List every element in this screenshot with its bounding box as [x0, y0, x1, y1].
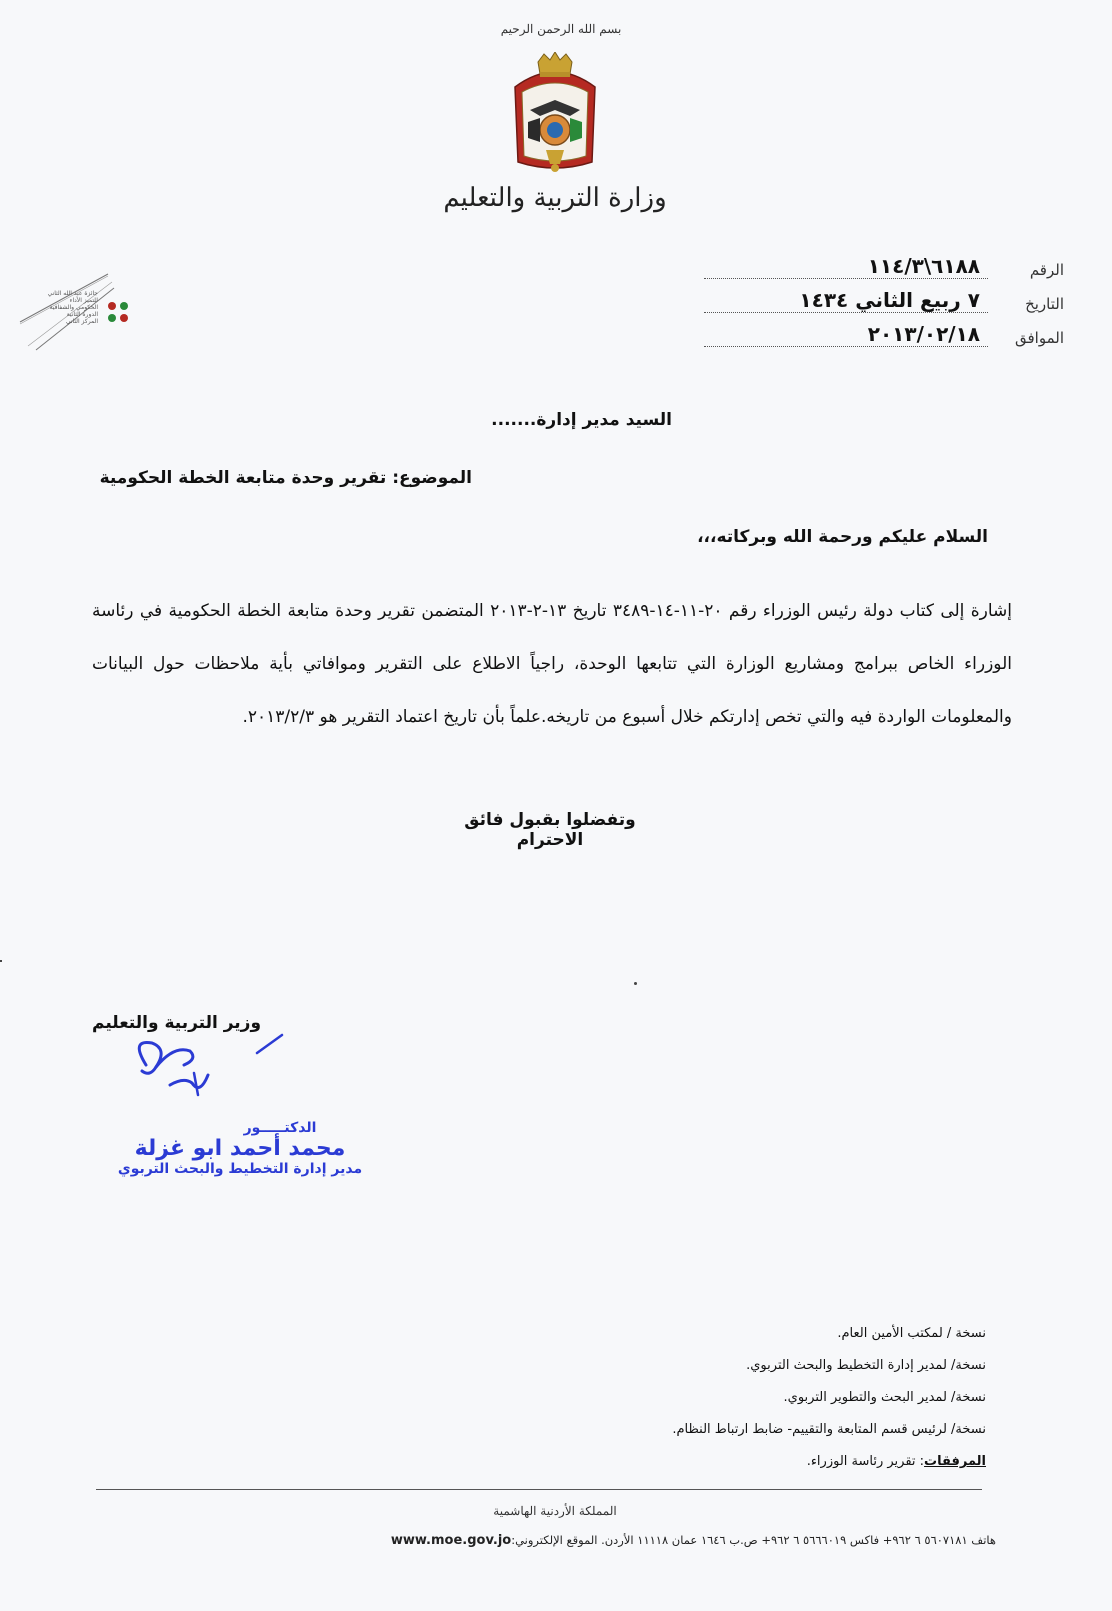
reference-date-label: التاريخ: [1025, 295, 1064, 313]
copy-line: نسخة/ لمدير البحث والتطوير التربوي.: [783, 1390, 986, 1405]
closing: وتفضلوا بقبول فائق الاحترام: [464, 810, 636, 850]
stamp-title: الدكتـــــور: [243, 1120, 317, 1136]
footer-divider: [96, 1489, 982, 1490]
subject-line: الموضوع: تقرير وحدة متابعة الخطة الحكومية: [99, 468, 472, 488]
footer-kingdom: المملكة الأردنية الهاشمية: [493, 1504, 617, 1518]
reference-number-value: ٦١٨٨\١١٤/٣: [704, 254, 988, 279]
copy-line: نسخة/ لمدير إدارة التخطيط والبحث التربوي.: [746, 1358, 986, 1373]
footer-contact: [196, 1533, 996, 1548]
greeting: السلام عليكم ورحمة الله وبركاته،،،: [697, 527, 988, 547]
reference-corresponding-label: الموافق: [1014, 329, 1064, 347]
award-logo-text: [46, 290, 98, 325]
attachments-text: : تقرير رئاسة الوزراء.: [806, 1454, 925, 1469]
basmala: بسم الله الرحمن الرحيم: [500, 22, 622, 36]
attachments-line: [226, 1446, 986, 1478]
award-logo-line: للتميز الأداء الحكومي والشفافية: [49, 297, 98, 311]
reference-corresponding-value: ٢٠١٣/٠٢/١٨: [704, 322, 988, 347]
scan-speck: [634, 982, 637, 985]
copies-list: [226, 1318, 986, 1478]
stamp-name: محمد أحمد ابو غزلة: [134, 1136, 346, 1161]
award-logo-line: جائزة عبد الله الثاني: [47, 290, 98, 297]
reference-number-label: الرقم: [1029, 261, 1064, 279]
addressee: السيد مدير إدارة.......: [491, 410, 672, 430]
award-logo: [16, 272, 134, 352]
attachments-label: المرفقات: [924, 1454, 986, 1469]
footer-website-link[interactable]: www.moe.gov.jo: [390, 1533, 512, 1548]
copy-line: نسخة / لمكتب الأمين العام.: [837, 1326, 986, 1341]
scan-speck: [0, 960, 2, 962]
award-logo-line: الدورة الثانية: [66, 311, 98, 318]
reference-corresponding-row: [704, 322, 1064, 347]
stamp-position: مدير إدارة التخطيط والبحث التربوي: [117, 1161, 363, 1177]
ministry-name: وزارة التربية والتعليم: [443, 183, 667, 213]
reference-date-value: ٧ ربيع الثاني ١٤٣٤: [704, 288, 988, 313]
reference-date-row: [704, 288, 1064, 313]
handwritten-signature-icon: [112, 1025, 292, 1100]
copy-line: نسخة/ لرئيس قسم المتابعة والتقييم- ضابط ارتباط النظام.: [672, 1422, 986, 1437]
official-stamp: [90, 1120, 390, 1177]
coat-of-arms-icon: [500, 52, 610, 177]
reference-number-row: [704, 254, 1064, 279]
footer-contact-text: هاتف ٥٦٠٧١٨١ ٦ ٩٦٢+ فاكس ٥٦٦٦٠١٩ ٦ ٩٦٢+ ص.ب ١٦٤٦ عمان ١١١١٨ الأردن. الموقع الإلكتروني:: [511, 1533, 996, 1547]
signatory-title: وزير التربية والتعليم: [92, 1013, 262, 1033]
letter-body: إشارة إلى كتاب دولة رئيس الوزراء رقم ٢٠-١١-١٤-٣٤٨٩ تاريخ ١٣-٢-٢٠١٣ المتضمن تقرير وحدة متابعة الخطة الحكومية في رئاسة الوزراء الخاص ببرامج ومشاريع الوزارة التي تتابعها الوحدة، راجياً الاطلاع على التقرير وموافاتي بأية ملاحظات حول البيانات والمعلومات الواردة فيه والتي تخص إدارتكم خلال أسبوع من تاريخه.علماً بأن تاريخ اعتماد التقرير هو ٢٠١٣/٢/٣.: [92, 601, 1013, 727]
award-logo-line: المركز الثاني: [65, 318, 98, 325]
